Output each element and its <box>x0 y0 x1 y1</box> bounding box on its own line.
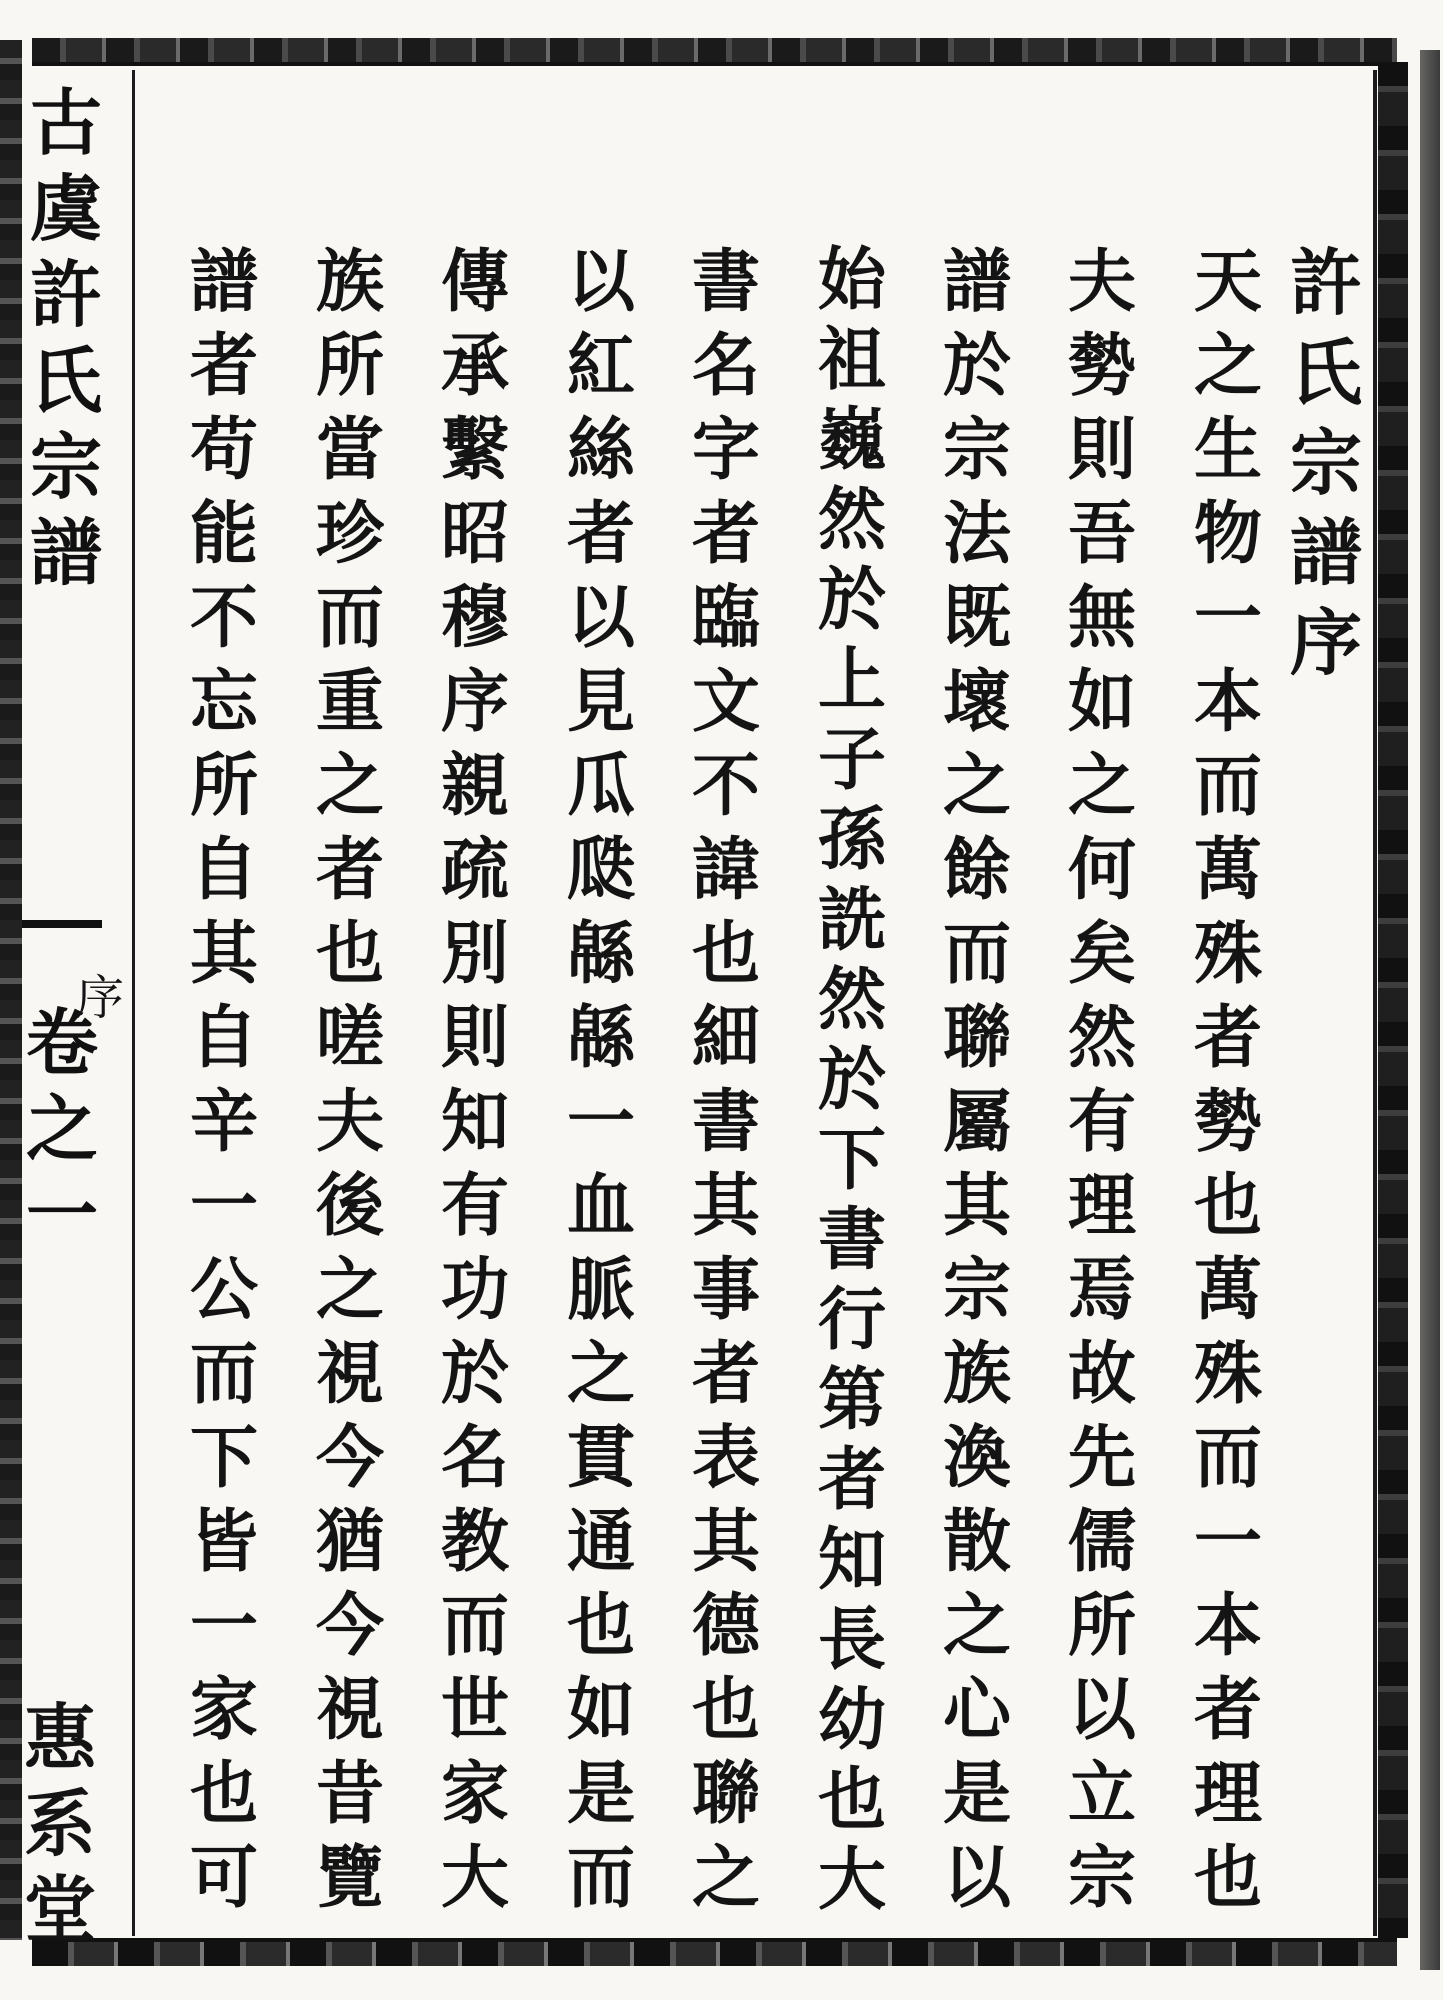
body-character: 理 <box>1067 1166 1136 1246</box>
body-character: 上 <box>817 640 886 720</box>
body-character: 而 <box>1193 1418 1262 1498</box>
body-character: 始 <box>817 240 886 320</box>
body-character: 既 <box>942 578 1011 658</box>
text-column <box>683 240 769 1920</box>
body-character: 而 <box>566 1838 635 1918</box>
spine-title-character: 許 <box>29 252 102 337</box>
body-character: 別 <box>440 914 509 994</box>
body-character: 聯 <box>691 1754 760 1834</box>
body-character: 則 <box>440 998 509 1078</box>
body-character: 繫 <box>440 410 509 490</box>
body-character: 殊 <box>1193 1334 1262 1414</box>
body-character: 細 <box>691 998 760 1078</box>
preface-title <box>1280 238 1372 688</box>
body-character: 今 <box>315 1418 384 1498</box>
body-character: 之 <box>942 1586 1011 1666</box>
body-character: 嗟 <box>315 998 384 1078</box>
body-character: 知 <box>440 1082 509 1162</box>
body-character: 有 <box>1067 1082 1136 1162</box>
body-character: 者 <box>189 326 258 406</box>
body-character: 子 <box>817 720 886 800</box>
body-character: 之 <box>1067 746 1136 826</box>
body-character: 而 <box>942 914 1011 994</box>
body-character: 家 <box>440 1754 509 1834</box>
body-character: 下 <box>189 1418 258 1498</box>
body-character: 殊 <box>1193 914 1262 994</box>
body-character: 疏 <box>440 830 509 910</box>
body-character: 心 <box>942 1670 1011 1750</box>
body-character: 於 <box>942 326 1011 406</box>
spine-hall-character: 惠 <box>23 1695 96 1780</box>
text-column <box>181 240 267 1920</box>
body-character: 下 <box>817 1120 886 1200</box>
body-character: 勢 <box>1067 326 1136 406</box>
body-character: 詵 <box>817 880 886 960</box>
body-character: 於 <box>817 1040 886 1120</box>
body-character: 譜 <box>942 242 1011 322</box>
body-character: 物 <box>1193 494 1262 574</box>
body-character: 之 <box>691 1838 760 1918</box>
body-character: 宗 <box>1067 1838 1136 1918</box>
body-character: 所 <box>189 746 258 826</box>
body-character: 其 <box>189 914 258 994</box>
body-character: 譜 <box>189 242 258 322</box>
body-character: 德 <box>691 1586 760 1666</box>
body-character: 功 <box>440 1250 509 1330</box>
body-character: 焉 <box>1067 1250 1136 1330</box>
body-character: 所 <box>1067 1586 1136 1666</box>
body-character: 其 <box>691 1502 760 1582</box>
body-character: 之 <box>1193 326 1262 406</box>
body-character: 萬 <box>1193 830 1262 910</box>
body-character: 覽 <box>315 1838 384 1918</box>
body-character: 公 <box>189 1250 258 1330</box>
body-character: 也 <box>566 1586 635 1666</box>
body-character: 者 <box>315 830 384 910</box>
text-column <box>934 240 1020 1920</box>
body-character: 書 <box>691 1082 760 1162</box>
body-character: 祖 <box>817 320 886 400</box>
body-character: 忘 <box>189 662 258 742</box>
body-character: 通 <box>566 1502 635 1582</box>
spine-title-character: 虞 <box>29 166 102 251</box>
body-character: 有 <box>440 1166 509 1246</box>
body-character: 散 <box>942 1502 1011 1582</box>
body-character: 族 <box>942 1334 1011 1414</box>
body-character: 紅 <box>566 326 635 406</box>
body-character: 天 <box>1193 242 1262 322</box>
body-character: 長 <box>817 1600 886 1680</box>
body-character: 能 <box>189 494 258 574</box>
body-character: 者 <box>1193 998 1262 1078</box>
body-character: 也 <box>189 1754 258 1834</box>
body-character: 也 <box>817 1760 886 1840</box>
body-character: 傳 <box>440 242 509 322</box>
left-edge-border <box>0 40 22 1940</box>
body-character: 而 <box>1193 746 1262 826</box>
body-character: 也 <box>1193 1838 1262 1918</box>
body-character: 以 <box>566 242 635 322</box>
body-character: 是 <box>566 1754 635 1834</box>
body-character: 表 <box>691 1418 760 1498</box>
body-character: 然 <box>817 960 886 1040</box>
body-character: 重 <box>315 662 384 742</box>
text-column <box>809 240 895 1920</box>
body-character: 者 <box>817 1440 886 1520</box>
body-character: 承 <box>440 326 509 406</box>
body-character: 儒 <box>1067 1502 1136 1582</box>
body-character: 本 <box>1193 1586 1262 1666</box>
text-column <box>432 240 518 1920</box>
body-character: 其 <box>691 1166 760 1246</box>
body-character: 以 <box>942 1838 1011 1918</box>
body-character: 文 <box>691 662 760 742</box>
body-character: 諱 <box>691 830 760 910</box>
title-character: 宗 <box>1289 420 1362 505</box>
spine-book-title <box>28 80 104 596</box>
body-character: 穆 <box>440 578 509 658</box>
body-character: 書 <box>691 242 760 322</box>
body-character: 瓜 <box>566 746 635 826</box>
body-character: 也 <box>691 914 760 994</box>
spine-volume-character: 卷 <box>25 1000 98 1085</box>
body-character: 當 <box>315 410 384 490</box>
body-character: 如 <box>1067 662 1136 742</box>
title-character: 許 <box>1289 240 1362 325</box>
body-character: 而 <box>189 1334 258 1414</box>
body-character: 其 <box>942 1166 1011 1246</box>
body-character: 臨 <box>691 578 760 658</box>
body-character: 貫 <box>566 1418 635 1498</box>
body-character: 先 <box>1067 1418 1136 1498</box>
body-character: 一 <box>566 1082 635 1162</box>
body-character: 族 <box>315 242 384 322</box>
body-character: 皆 <box>189 1502 258 1582</box>
spine-fishtail <box>22 920 102 928</box>
body-character: 不 <box>691 746 760 826</box>
body-character: 壞 <box>942 662 1011 742</box>
body-character: 自 <box>189 830 258 910</box>
body-character: 辛 <box>189 1082 258 1162</box>
body-character: 勢 <box>1193 1082 1262 1162</box>
body-character: 屬 <box>942 1082 1011 1162</box>
spine-volume-character: 一 <box>25 1172 98 1257</box>
text-column <box>307 240 393 1920</box>
body-character: 然 <box>817 480 886 560</box>
body-character: 之 <box>315 1250 384 1330</box>
body-character: 世 <box>440 1670 509 1750</box>
body-character: 於 <box>817 560 886 640</box>
body-character: 以 <box>566 578 635 658</box>
body-character: 昔 <box>315 1754 384 1834</box>
body-character: 自 <box>189 998 258 1078</box>
body-character: 今 <box>315 1586 384 1666</box>
body-character: 者 <box>691 1334 760 1414</box>
body-character: 一 <box>1193 1502 1262 1582</box>
right-border <box>1378 62 1408 1938</box>
body-character: 法 <box>942 494 1011 574</box>
body-character: 親 <box>440 746 509 826</box>
body-character: 絲 <box>566 410 635 490</box>
body-character: 見 <box>566 662 635 742</box>
body-character: 何 <box>1067 830 1136 910</box>
body-character: 書 <box>817 1200 886 1280</box>
body-character: 也 <box>315 914 384 994</box>
book-edge <box>1420 50 1440 1970</box>
body-character: 猶 <box>315 1502 384 1582</box>
body-character: 理 <box>1193 1754 1262 1834</box>
body-character: 不 <box>189 578 258 658</box>
body-character: 者 <box>1193 1670 1262 1750</box>
body-character: 瓞 <box>566 830 635 910</box>
body-character: 然 <box>1067 998 1136 1078</box>
body-character: 名 <box>691 326 760 406</box>
body-character: 之 <box>942 746 1011 826</box>
body-character: 字 <box>691 410 760 490</box>
body-character: 序 <box>440 662 509 742</box>
body-character: 巍 <box>817 400 886 480</box>
body-character: 聯 <box>942 998 1011 1078</box>
body-character: 緜 <box>566 998 635 1078</box>
body-character: 可 <box>189 1838 258 1918</box>
text-column <box>558 240 644 1920</box>
body-character: 苟 <box>189 410 258 490</box>
spine-hall-name <box>18 1695 102 1953</box>
body-character: 宗 <box>942 1250 1011 1330</box>
body-character: 之 <box>566 1334 635 1414</box>
body-character: 視 <box>315 1670 384 1750</box>
body-character: 一 <box>189 1586 258 1666</box>
body-character: 脈 <box>566 1250 635 1330</box>
spine-hall-character: 堂 <box>23 1867 96 1952</box>
body-character: 血 <box>566 1166 635 1246</box>
body-character: 一 <box>1193 578 1262 658</box>
body-character: 故 <box>1067 1334 1136 1414</box>
body-character: 是 <box>942 1754 1011 1834</box>
body-character: 宗 <box>942 410 1011 490</box>
spine-hall-character: 系 <box>23 1781 96 1866</box>
body-character: 一 <box>189 1166 258 1246</box>
body-character: 立 <box>1067 1754 1136 1834</box>
body-character: 夫 <box>1067 242 1136 322</box>
body-character: 者 <box>691 494 760 574</box>
body-character: 珍 <box>315 494 384 574</box>
body-character: 孫 <box>817 800 886 880</box>
spine-title-character: 宗 <box>29 424 102 509</box>
body-character: 者 <box>566 494 635 574</box>
body-character: 幼 <box>817 1680 886 1760</box>
top-border <box>32 38 1397 66</box>
spine-volume <box>24 1000 100 1258</box>
spine-title-character: 氏 <box>29 338 102 423</box>
body-character: 則 <box>1067 410 1136 490</box>
body-character: 夫 <box>315 1082 384 1162</box>
body-character: 名 <box>440 1418 509 1498</box>
body-character: 餘 <box>942 830 1011 910</box>
body-character: 所 <box>315 326 384 406</box>
body-character: 昭 <box>440 494 509 574</box>
body-character: 於 <box>440 1334 509 1414</box>
body-character: 事 <box>691 1250 760 1330</box>
body-character: 行 <box>817 1280 886 1360</box>
body-character: 大 <box>440 1838 509 1918</box>
body-character: 大 <box>817 1840 886 1920</box>
body-character: 本 <box>1193 662 1262 742</box>
body-character: 視 <box>315 1334 384 1414</box>
title-character: 氏 <box>1289 330 1362 415</box>
body-character: 緜 <box>566 914 635 994</box>
body-character: 生 <box>1193 410 1262 490</box>
text-column <box>1185 240 1271 1920</box>
bottom-border <box>32 1938 1397 1966</box>
body-character: 吾 <box>1067 494 1136 574</box>
spine-volume-character: 之 <box>25 1086 98 1171</box>
body-character: 之 <box>315 746 384 826</box>
body-character: 也 <box>1193 1166 1262 1246</box>
body-character: 教 <box>440 1502 509 1582</box>
body-character: 而 <box>315 578 384 658</box>
body-character: 渙 <box>942 1418 1011 1498</box>
body-character: 後 <box>315 1166 384 1246</box>
body-character: 而 <box>440 1586 509 1666</box>
body-character: 如 <box>566 1670 635 1750</box>
body-character: 也 <box>691 1670 760 1750</box>
body-character: 矣 <box>1067 914 1136 994</box>
body-character: 知 <box>817 1520 886 1600</box>
spine-title-character: 古 <box>29 80 102 165</box>
body-character: 第 <box>817 1360 886 1440</box>
body-character: 家 <box>189 1670 258 1750</box>
body-character: 以 <box>1067 1670 1136 1750</box>
body-character: 萬 <box>1193 1250 1262 1330</box>
spine-section-label: 序 <box>75 970 124 1026</box>
spine-title-character: 譜 <box>29 510 102 595</box>
title-character: 譜 <box>1289 510 1362 595</box>
text-column <box>1059 240 1145 1920</box>
title-character: 序 <box>1289 600 1362 685</box>
body-character: 無 <box>1067 578 1136 658</box>
